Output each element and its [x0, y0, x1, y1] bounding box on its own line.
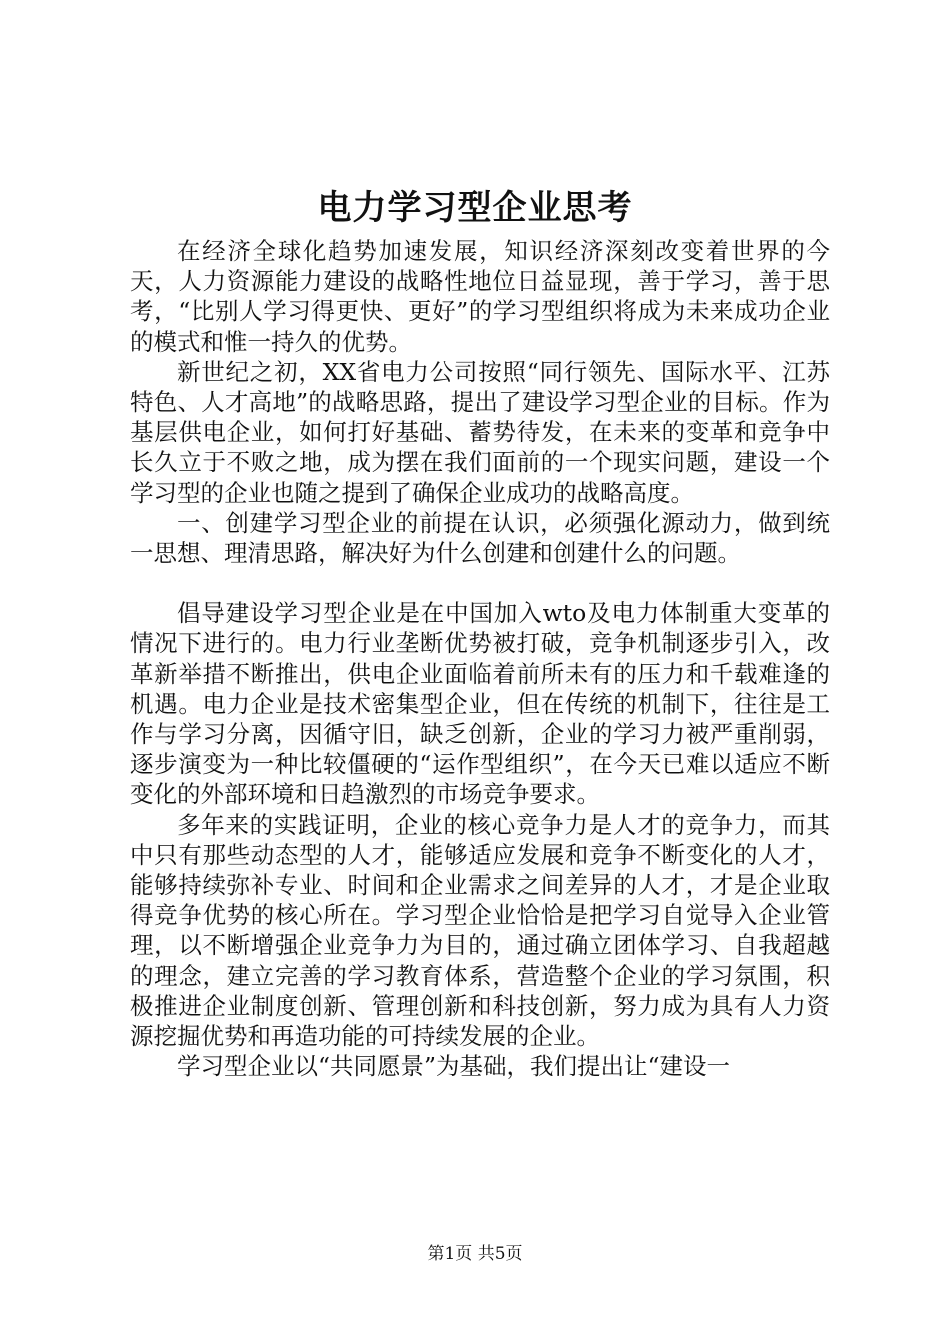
- document-body: [130, 236, 830, 1081]
- paragraph-1: 在经济全球化趋势加速发展，知识经济深刻改变着世界的今天，人力资源能力建设的战略性地位日益显现，善于学习，善于思考，“比别人学习得更快、更好”的学习型组织将成为未来成功企业的模式和惟一持久的优势。: [130, 237, 830, 356]
- paragraph-6: 学习型企业以“共同愿景”为基础，我们提出让“建设一: [177, 1052, 731, 1081]
- paragraph-2: 新世纪之初，XX省电力公司按照“同行领先、国际水平、江苏特色、人才高地”的战略思路，提出了建设学习型企业的目标。作为基层供电企业，如何打好基础、蓄势待发，在未来的变革和竞争中长久立于不败之地，成为摆在我们面前的一个现实问题，建设一个学习型的企业也随之提到了确保企业成功的战略高度。: [130, 357, 830, 507]
- paragraph-3-heading: 一、创建学习型企业的前提在认识，必须强化源动力，做到统一思想、理清思路，解决好为什么创建和创建什么的问题。: [130, 508, 830, 568]
- page-footer: 第1页 共5页: [427, 1244, 523, 1264]
- paragraph-4: 倡导建设学习型企业是在中国加入wto及电力体制重大变革的情况下进行的。电力行业垄断优势被打破，竞争机制逐步引入，改革新举措不断推出，供电企业面临着前所未有的压力和千载难逢的机遇。电力企业是技术密集型企业，但在传统的机制下，往往是工作与学习分离，因循守旧，缺乏创新，企业的学习力被严重削弱，逐步演变为一种比较僵硬的“运作型组织”，在今天已难以适应不断变化的外部环境和日趋激烈的市场竞争要求。: [130, 599, 830, 809]
- document-title: 电力学习型企业思考: [317, 188, 633, 228]
- paragraph-5: 多年来的实践证明，企业的核心竞争力是人才的竞争力，而其中只有那些动态型的人才，能够适应发展和竞争不断变化的人才，能够持续弥补专业、时间和企业需求之间差异的人才，才是企业取得竞争优势的核心所在。学习型企业恰恰是把学习自觉导入企业管理，以不断增强企业竞争力为目的，通过确立团体学习、自我超越的理念，建立完善的学习教育体系，营造整个企业的学习氛围，积极推进企业制度创新、管理创新和科技创新，努力成为具有人力资源挖掘优势和再造功能的可持续发展的企业。: [130, 810, 830, 1051]
